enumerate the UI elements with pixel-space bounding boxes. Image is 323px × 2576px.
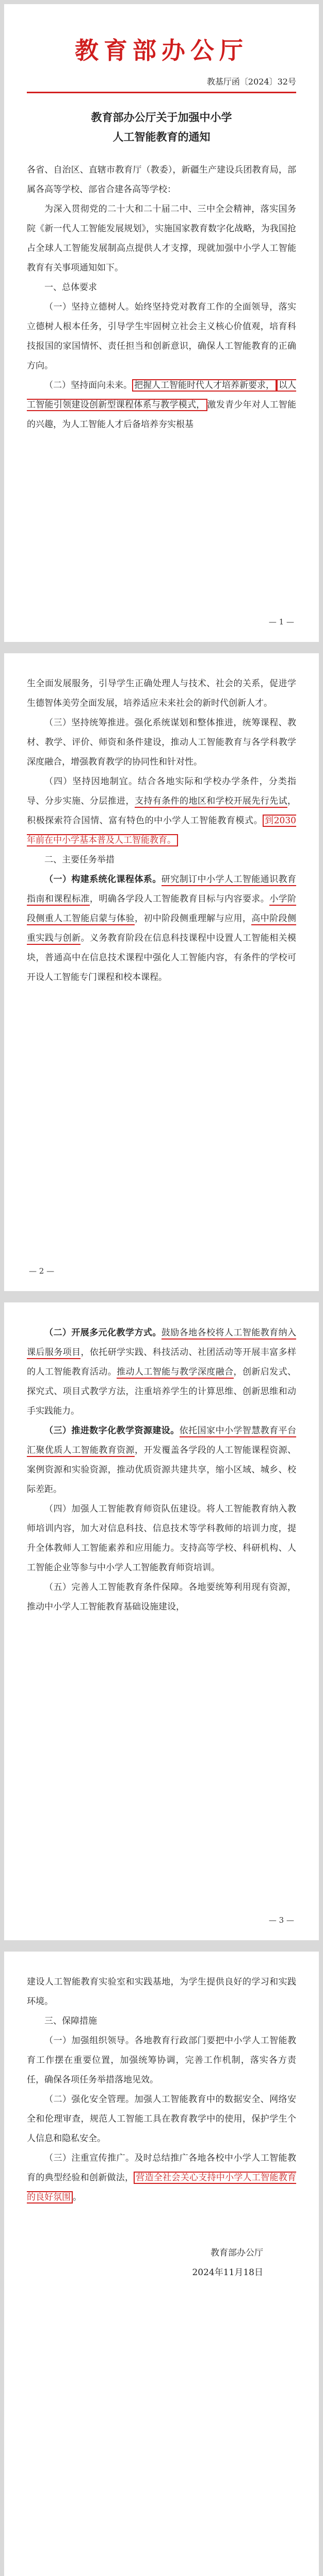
- masthead-title: 教育部办公厅: [75, 37, 248, 64]
- paragraph-future-oriented: [27, 376, 296, 434]
- paragraph-text: （三）注重宣传推广。及时总结推广各地各校中小学人工智能教育的典型经验和创新做法，: [27, 2153, 296, 2183]
- page-number: — 3 —: [268, 1916, 294, 1925]
- paragraph-moral-education: （一）坚持立德树人。始终坚持党对教育工作的全面领导，落实立德树人根本任务，引导学生牢固树立社会主义核心价值观，培育科技报国的家国情怀、责任担当和创新意识，确保人工智能教育的正确方向。: [27, 302, 296, 371]
- highlight-box: 以人工智能引领建设创新型课程体系与教学模式，: [27, 380, 296, 410]
- salutation: 各省、自治区、直辖市教育厅（教委），新疆生产建设兵团教育局，部属各高等学校、部省合建各高等学校：: [27, 165, 296, 195]
- paragraph-heading: （二）开展多元化教学方式。: [44, 1328, 162, 1338]
- paragraph-text: （四）坚持因地制宜。结合各地实际和学校办学条件，分类指导、分步实施、分层推进，: [27, 776, 296, 806]
- paragraph-text: ，明确各学段人工智能教育目标与内容要求。: [89, 894, 270, 904]
- document-number: 教基厅函〔2024〕32号: [206, 77, 296, 87]
- paragraph-publicity: [27, 2148, 296, 2207]
- underlined-text: 推动人工智能与教学深度融合: [117, 1367, 233, 1379]
- paragraph-leadership: （一）加强组织领导。各地教育行政部门要把中小学人工智能教育工作摆在重要位置，加强统筹协调，完善工作机制，落实各方责任，确保各项任务举措落地见效。: [27, 2036, 296, 2085]
- underlined-text: 鼓励各地各校将人工智能教育纳入课后服务项目: [27, 1328, 296, 1359]
- paragraph-heading: （一）构建系统化课程体系。: [44, 874, 162, 885]
- signature-date: 2024年11月18日: [192, 2267, 263, 2278]
- paragraph-text: 。: [73, 2192, 82, 2202]
- paragraph-overall-planning: （三）坚持统筹推进。强化系统谋划和整体推进，统筹课程、教材、教学、评价、师资和条件建设，推动人工智能教育与各学科教学深度融合，增强教育教学的协同性和针对性。: [27, 718, 296, 767]
- paragraph-heading: （二）坚持面向未来。: [44, 380, 132, 391]
- section-heading-main-tasks: 二、主要任务举措: [44, 855, 115, 865]
- paragraph-heading: （三）推进数字化教学资源建设。: [44, 1426, 180, 1436]
- paragraph-teacher-training: （四）加强人工智能教育师资队伍建设。将人工智能教育纳入教师培训内容，加大对信息科技、信息技术等学科教师的培训力度，提升全体教师人工智能素养和应用能力。支持高等学校、科研机构、人工智能企业等参与中小学人工智能教育师资培训。: [27, 1504, 296, 1573]
- underlined-text: 依托国家中小学智慧教育平台汇聚优质人工智能教育资源: [27, 1426, 296, 1457]
- highlight-box: 把握人工智能时代人才培养新要求，: [132, 379, 277, 392]
- document-page-4: [4, 1952, 319, 2576]
- red-divider-line: [27, 92, 296, 93]
- page-number: — 2 —: [29, 1266, 55, 1276]
- paragraph-local-conditions: [27, 772, 296, 850]
- page-number: — 1 —: [268, 617, 294, 626]
- underlined-text: 研究制订中小学人工智能通识教育指南和课程标准: [27, 874, 296, 906]
- section-heading-general-requirements: 一、总体要求: [44, 282, 97, 293]
- highlight-box: 营造全社会关心支持中小学人工智能教育的良好氛围: [27, 2173, 297, 2202]
- paragraph-text: ，创新启发式、探究式、项目式教学方法，注重培养学生的计算思维、创新思维和动手实践能力。: [27, 1367, 297, 1416]
- paragraph-continued: 建设人工智能教育实验室和实践基地，为学生提供良好的学习和实践环境。: [27, 1977, 296, 2007]
- signature-organization: 教育部办公厅: [211, 2248, 263, 2258]
- document-title-line-1: 教育部办公厅关于加强中小学: [91, 111, 232, 124]
- underlined-text: 支持有条件的地区和学校开展先行先试: [135, 796, 287, 808]
- paragraph-text: ，开发覆盖各学段的人工智能课程资源、案例资源和实验资源，推动优质资源共建共享，缩小区域、城乡、校际差距。: [27, 1445, 297, 1495]
- paragraph-curriculum-system: [27, 870, 296, 987]
- document-page-2: [4, 653, 319, 1291]
- paragraph-text: ，初中阶段侧重理解与应用，: [134, 913, 252, 924]
- document-page-3: [4, 1302, 319, 1940]
- paragraph-text: ，积极探索符合国情、富有特色的中小学人工智能教育模式。: [27, 796, 297, 826]
- paragraph-safety: （二）强化安全管理。加强人工智能教育中的数据安全、网络安全和伦理审查，规范人工智能工具在教育教学中的使用，保护学生个人信息和隐私安全。: [27, 2094, 296, 2144]
- document-title-line-2: 人工智能教育的通知: [112, 130, 211, 143]
- highlight-box: 到2030年前在中小学基本普及人工智能教育。: [27, 816, 297, 845]
- paragraph-teaching-methods: [27, 1323, 296, 1421]
- paragraph-digital-resources: [27, 1421, 296, 1499]
- document-page-1: [4, 4, 319, 642]
- paragraph-conditions: （五）完善人工智能教育条件保障。各地要统筹利用现有资源，推动中小学人工智能教育基础设施建设，: [27, 1582, 296, 1612]
- underlined-text: 高中阶段侧重实践与创新: [27, 913, 296, 945]
- paragraph-text: ，依托研学实践、科技活动、社团活动等开展丰富多样的人工智能教育活动。: [27, 1347, 297, 1377]
- underlined-text: 小学阶段侧重人工智能启蒙与体验: [27, 894, 296, 925]
- paragraph-continued: 生全面发展服务，引导学生正确处理人与技术、社会的关系，促进学生德智体美劳全面发展，培养适应未来社会的新时代创新人才。: [27, 679, 296, 708]
- intro-paragraph: 为深入贯彻党的二十大和二十届二中、三中全会精神，落实国务院《新一代人工智能发展规划》，实施国家教育数字化战略，为我国抢占全球人工智能发展制高点提供人才支撑，现就加强中小学人工智能教育有关事项通知如下。: [27, 204, 296, 273]
- paragraph-text: 。义务教育阶段在信息科技课程中设置人工智能相关模块，普通高中在信息技术课程中强化人工智能内容，有条件的学校可开设人工智能专门课程和校本课程。: [27, 933, 297, 982]
- paragraph-text: 激发青少年对人工智能的兴趣，为人工智能人才后备培养夯实根基: [27, 400, 297, 430]
- section-heading-safeguards: 三、保障措施: [44, 2016, 97, 2026]
